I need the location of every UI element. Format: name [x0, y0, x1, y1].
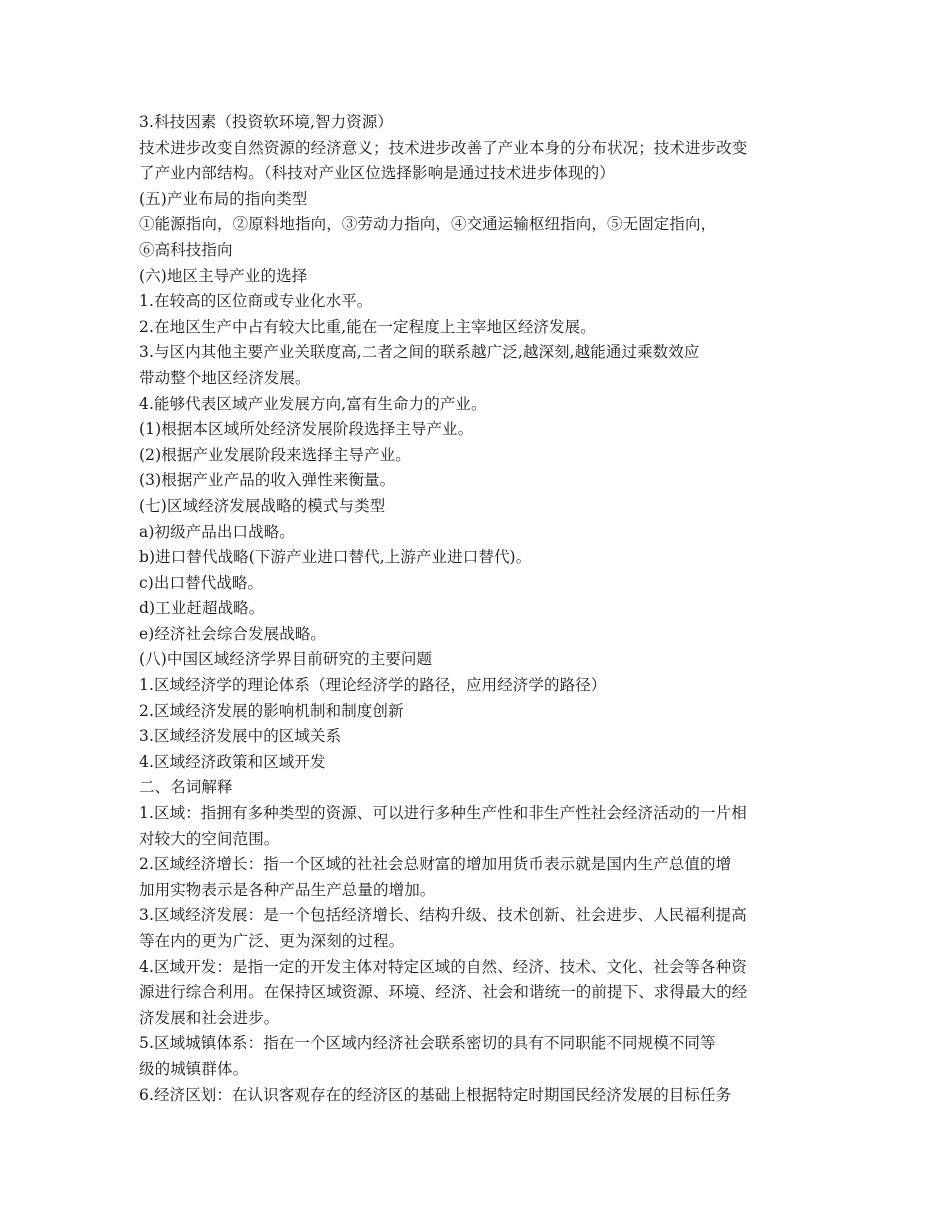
section-heading: 二、名词解释	[139, 778, 233, 797]
text-line: 济发展和社会进步。	[139, 1008, 280, 1027]
text-line: 级的城镇群体。	[139, 1059, 249, 1078]
definition-line: 3.区域经济发展：是一个包括经济增长、结构升级、技术创新、社会进步、人民福利提高	[139, 906, 747, 925]
list-item: 3.区域经济发展中的区域关系	[139, 727, 342, 746]
list-item: 2.区域经济发展的影响机制和制度创新	[139, 701, 404, 720]
section-heading: 3.科技因素（投资软环境,智力资源）	[139, 113, 394, 131]
definition-line: 2.区域经济增长：指一个区域的社社会总财富的增加用货币表示就是国内生产总值的增	[139, 855, 732, 874]
definition-line: 5.区域城镇体系：指在一个区域内经济社会联系密切的具有不同职能不同规模不同等	[139, 1034, 716, 1053]
list-item: 3.与区内其他主要产业关联度高,二者之间的联系越广泛,越深刻,越能通过乘数效应	[139, 343, 700, 362]
list-item: (2)根据产业发展阶段来选择主导产业。	[139, 445, 411, 464]
list-item: (1)根据本区域所处经济发展阶段选择主导产业。	[139, 420, 474, 439]
text-line: ⑥高科技指向	[139, 240, 233, 259]
text-line: 等在内的更为广泛、更为深刻的过程。	[139, 932, 405, 950]
text-line: 源进行综合利用。在保持区域资源、环境、经济、社会和谐统一的前提下、求得最大的经	[139, 983, 748, 1002]
document-body	[139, 110, 819, 1108]
list-item: 1.在较高的区位商或专业化水平。	[139, 292, 373, 311]
text-line: ①能源指向，②原料地指向，③劳动力指向，④交通运输枢纽指向，⑤无固定指向，	[139, 215, 717, 234]
section-heading: (五)产业布局的指向类型	[139, 189, 308, 208]
text-line: 加用实物表示是各种产品生产总量的增加。	[139, 880, 436, 899]
section-heading: (七)区域经济发展战略的模式与类型	[139, 496, 386, 515]
list-item: 1.区域经济学的理论体系（理论经济学的路径，应用经济学的路径）	[139, 676, 607, 695]
definition-line: 4.区域开发：是指一定的开发主体对特定区域的自然、经济、技术、文化、社会等各种资	[139, 957, 747, 976]
list-item: (3)根据产业产品的收入弹性来衡量。	[139, 471, 396, 490]
text-line: 技术进步改变自然资源的经济意义；技术进步改善了产业本身的分布状况；技术进步改变	[139, 138, 748, 157]
list-item: a)初级产品出口战略。	[139, 522, 295, 541]
text-line: 了产业内部结构。（科技对产业区位选择影响是通过技术进步体现的）	[139, 164, 615, 183]
section-heading: (六)地区主导产业的选择	[139, 266, 308, 285]
list-item: 4.能够代表区域产业发展方向,富有生命力的产业。	[139, 394, 487, 413]
list-item: e)经济社会综合发展战略。	[139, 624, 327, 643]
text-line: 对较大的空间范围。	[139, 829, 280, 848]
list-item: d)工业赶超战略。	[139, 599, 265, 618]
list-item: 2.在地区生产中占有较大比重,能在一定程度上主宰地区经济发展。	[139, 317, 596, 336]
list-item: c)出口替代战略。	[139, 573, 264, 592]
list-item: b)进口替代战略(下游产业进口替代,上游产业进口替代)。	[139, 548, 532, 567]
definition-line: 1.区域：指拥有多种类型的资源、可以进行多种生产性和非生产性社会经济活动的一片相	[139, 804, 747, 823]
definition-line: 6.经济区划：在认识客观存在的经济区的基础上根据特定时期国民经济发展的目标任务	[139, 1085, 732, 1104]
list-item: 4.区域经济政策和区域开发	[139, 752, 326, 771]
text-line: 带动整个地区经济发展。	[139, 368, 311, 387]
section-heading: (八)中国区域经济学界目前研究的主要问题	[139, 650, 433, 669]
